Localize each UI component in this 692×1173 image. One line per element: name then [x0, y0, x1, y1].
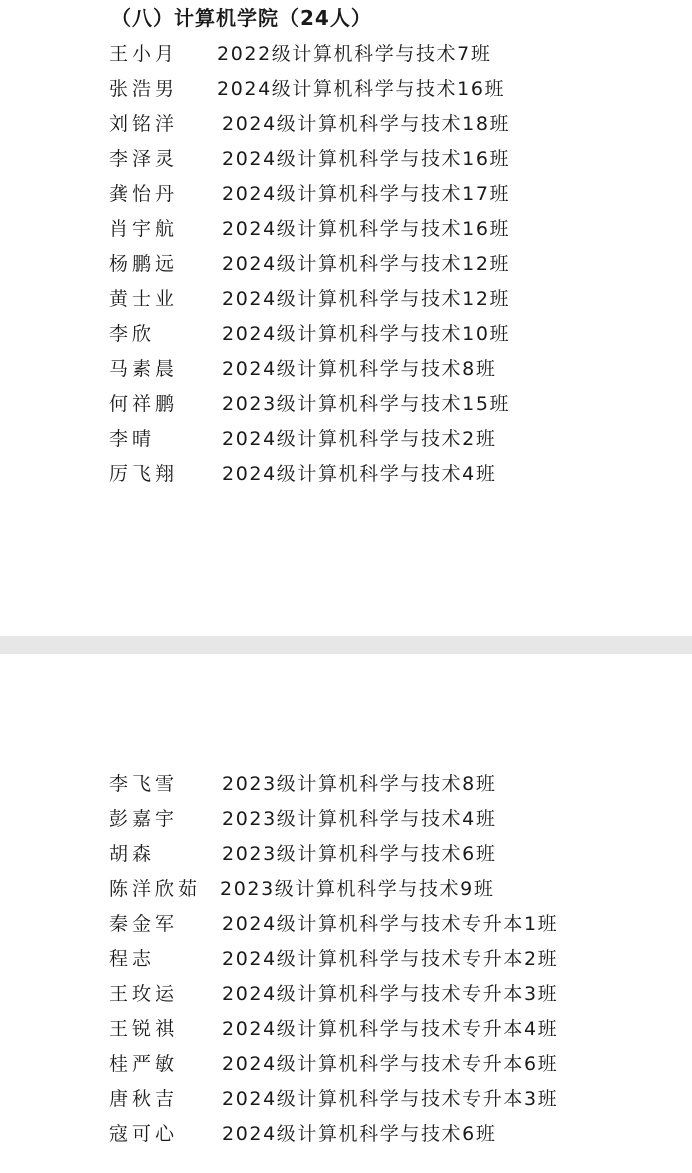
student-class: 2024级计算机科学与技术8班	[222, 358, 497, 380]
student-name: 马素晨	[109, 358, 179, 380]
list-item	[0, 248, 692, 283]
student-name: 肖宇航	[109, 218, 179, 240]
document-page-2	[0, 654, 692, 1173]
student-class: 2024级计算机科学与技术16班	[217, 78, 506, 100]
list-item	[0, 768, 692, 803]
list-item	[0, 1048, 692, 1083]
student-name: 程志	[109, 948, 156, 970]
list-item	[0, 458, 692, 493]
student-name: 张浩男	[109, 78, 179, 100]
student-name: 王玫运	[109, 983, 179, 1005]
student-name: 李晴	[109, 428, 156, 450]
student-name: 王锐祺	[109, 1018, 179, 1040]
student-class: 2023级计算机科学与技术4班	[222, 808, 497, 830]
list-item	[0, 1013, 692, 1048]
list-item	[0, 213, 692, 248]
student-name: 桂严敏	[109, 1053, 179, 1075]
student-class: 2024级计算机科学与技术专升本6班	[222, 1053, 559, 1075]
student-class: 2024级计算机科学与技术16班	[222, 148, 511, 170]
list-item	[0, 353, 692, 388]
student-class: 2024级计算机科学与技术12班	[222, 288, 511, 310]
student-name: 唐秋吉	[109, 1088, 179, 1110]
list-item	[0, 108, 692, 143]
student-name: 厉飞翔	[109, 463, 179, 485]
student-class: 2024级计算机科学与技术18班	[222, 113, 511, 135]
student-class: 2024级计算机科学与技术2班	[222, 428, 497, 450]
student-name: 李泽灵	[109, 148, 179, 170]
student-class: 2023级计算机科学与技术9班	[220, 878, 495, 900]
student-class: 2024级计算机科学与技术4班	[222, 463, 497, 485]
student-name: 刘铭洋	[109, 113, 179, 135]
student-name: 胡森	[109, 843, 156, 865]
student-class: 2023级计算机科学与技术8班	[222, 773, 497, 795]
student-name: 李欣	[109, 323, 156, 345]
student-list-page-1	[0, 38, 692, 493]
list-item	[0, 908, 692, 943]
list-item	[0, 283, 692, 318]
student-class: 2024级计算机科学与技术17班	[222, 183, 511, 205]
list-item	[0, 978, 692, 1013]
student-class: 2024级计算机科学与技术专升本1班	[222, 913, 559, 935]
student-list-page-2	[0, 768, 692, 1153]
student-class: 2024级计算机科学与技术6班	[222, 1123, 497, 1145]
list-item	[0, 803, 692, 838]
list-item	[0, 143, 692, 178]
student-name: 王小月	[109, 43, 179, 65]
list-item	[0, 873, 692, 908]
student-name: 寇可心	[109, 1123, 179, 1145]
student-class: 2024级计算机科学与技术专升本3班	[222, 983, 559, 1005]
student-name: 彭嘉宇	[109, 808, 179, 830]
list-item	[0, 388, 692, 423]
list-item	[0, 318, 692, 353]
student-name: 何祥鹏	[109, 393, 179, 415]
list-item	[0, 73, 692, 108]
student-class: 2023级计算机科学与技术15班	[222, 393, 511, 415]
section-title: （八）计算机学院（24人）	[111, 6, 372, 30]
list-item	[0, 423, 692, 458]
student-name: 龚怡丹	[109, 183, 179, 205]
student-class: 2024级计算机科学与技术16班	[222, 218, 511, 240]
list-item	[0, 838, 692, 873]
student-class: 2022级计算机科学与技术7班	[217, 43, 492, 65]
student-name: 黄士业	[109, 288, 179, 310]
list-item	[0, 178, 692, 213]
student-class: 2023级计算机科学与技术6班	[222, 843, 497, 865]
list-item	[0, 1083, 692, 1118]
student-name: 杨鹏远	[109, 253, 179, 275]
student-class: 2024级计算机科学与技术专升本4班	[222, 1018, 559, 1040]
student-class: 2024级计算机科学与技术专升本2班	[222, 948, 559, 970]
student-class: 2024级计算机科学与技术10班	[222, 323, 511, 345]
student-name: 李飞雪	[109, 773, 179, 795]
student-name: 秦金军	[109, 913, 179, 935]
list-item	[0, 1118, 692, 1153]
student-class: 2024级计算机科学与技术专升本3班	[222, 1088, 559, 1110]
student-name: 陈洋欣茹	[109, 878, 202, 900]
student-class: 2024级计算机科学与技术12班	[222, 253, 511, 275]
list-item	[0, 943, 692, 978]
list-item	[0, 38, 692, 73]
